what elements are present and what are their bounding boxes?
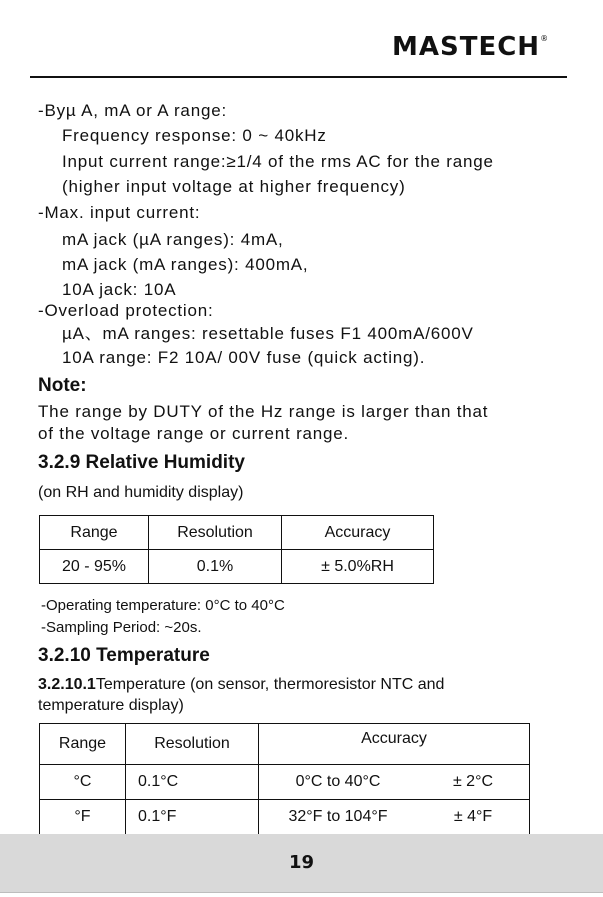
table-cell: °C [40,765,126,800]
ac-current-line-5: -Max. input current: [38,203,201,222]
table-row [40,765,530,800]
table-header-cell: Range [40,516,149,550]
table-row [40,800,530,835]
ac-current-line-11: 10A range: F2 10A/ 00V fuse (quick acting). [62,348,426,367]
ac-current-line-3: Input current range:≥1/4 of the rms AC for the range [62,152,494,171]
humidity-table [39,515,434,584]
table-cell: 0.1°F [126,800,259,835]
footer-divider [0,892,603,893]
note-line-2: of the voltage range or current range. [38,424,350,443]
table-header-cell: Accuracy [282,516,434,550]
table-header-cell: Resolution [149,516,282,550]
table-cell: ± 5.0%RH [282,550,434,584]
temperature-paragraph-number: 3.2.10.1 [38,676,96,693]
table-cell: 32°F to 104°F [259,800,418,835]
page-number: 19 [288,852,315,873]
humidity-heading: 3.2.9 Relative Humidity [38,452,245,473]
brand-logo [392,32,549,62]
ac-current-line-6: mA jack (µA ranges): 4mA, [62,230,284,249]
table-header-cell: Resolution [126,724,259,765]
humidity-sampling-period: -Sampling Period: ~20s. [41,619,202,636]
note-line-1: The range by DUTY of the Hz range is larger than that [38,402,489,421]
table-cell: 20 - 95% [40,550,149,584]
ac-current-line-2: Frequency response: 0 ~ 40kHz [62,126,327,145]
ac-current-line-9: -Overload protection: [38,301,214,320]
humidity-operating-temperature: -Operating temperature: 0°C to 40°C [41,597,285,614]
brand-name: MASTECH [392,32,541,62]
table-header-cell: Range [40,724,126,765]
ac-current-line-8: 10A jack: 10A [62,280,177,299]
table-cell: ± 2°C [417,765,530,800]
table-header-cell: Accuracy [259,724,530,765]
ac-current-line-4: (higher input voltage at higher frequency) [62,177,406,196]
temperature-heading: 3.2.10 Temperature [38,645,210,666]
temperature-table [39,723,530,835]
table-header-row [40,516,434,550]
humidity-subtitle: (on RH and humidity display) [38,484,244,501]
temperature-paragraph-line-1 [38,676,444,694]
table-cell: 0.1°C [126,765,259,800]
table-cell: 0°C to 40°C [259,765,418,800]
registered-mark: ® [540,34,550,43]
table-row [40,550,434,584]
header-rule [30,76,567,78]
ac-current-line-10: µA、mA ranges: resettable fuses F1 400mA/600V [62,324,474,343]
temperature-paragraph-text: Temperature (on sensor, thermoresistor NTC and [95,676,445,693]
temperature-paragraph-line-2: temperature display) [38,697,184,714]
ac-current-line-7: mA jack (mA ranges): 400mA, [62,255,309,274]
table-cell: °F [40,800,126,835]
ac-current-line-1: -Byµ A, mA or A range: [38,101,227,120]
table-cell: 0.1% [149,550,282,584]
note-label: Note: [38,375,87,396]
table-cell: ± 4°F [417,800,530,835]
table-header-row [40,724,530,765]
